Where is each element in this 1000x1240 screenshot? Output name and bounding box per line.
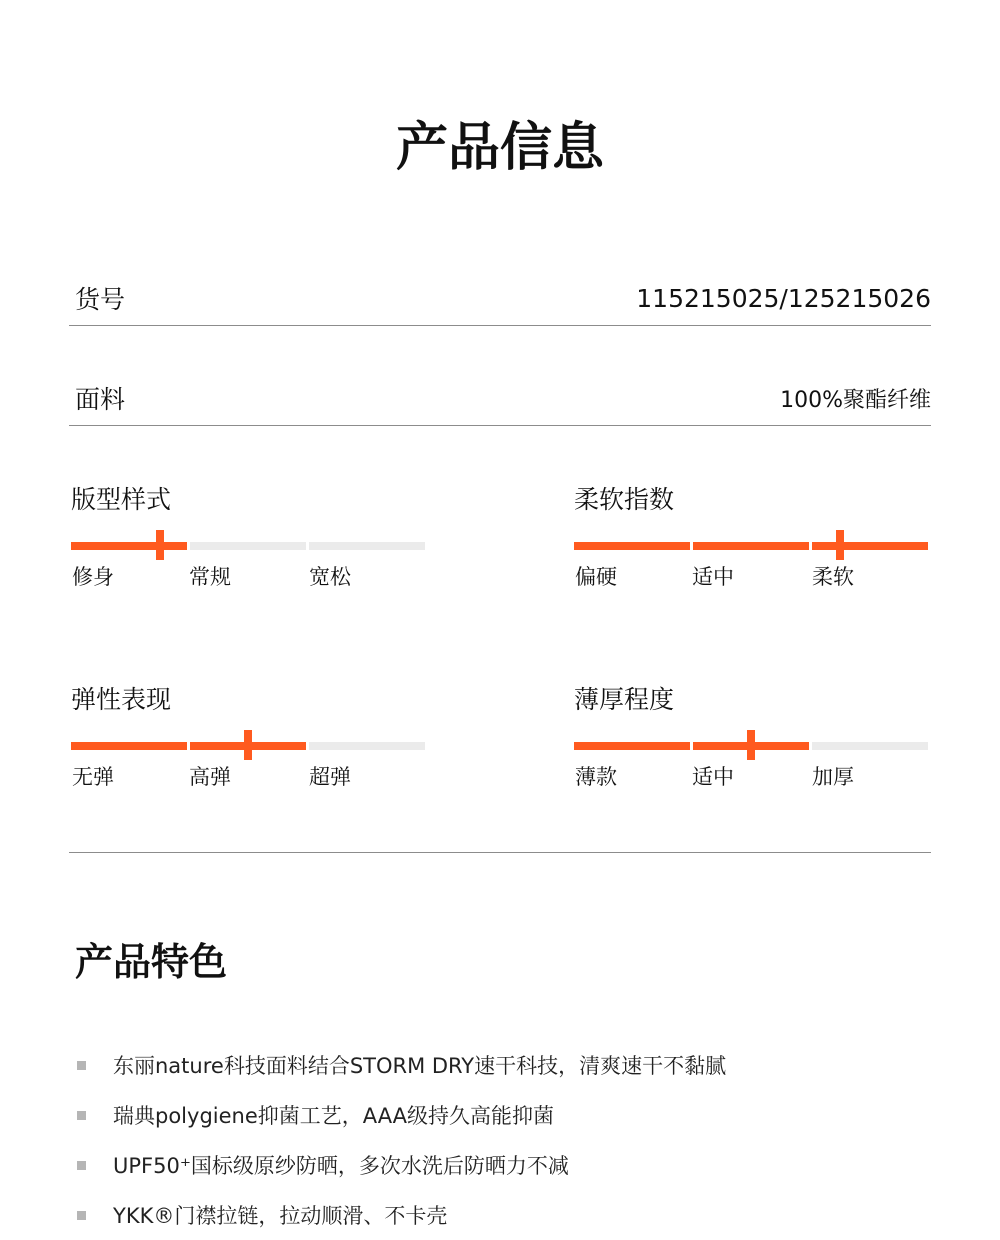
- info-label: 面料: [75, 385, 126, 414]
- gauge-softness: [574, 482, 934, 592]
- gauge-segment: [693, 542, 809, 550]
- gauge-option: 适中: [692, 765, 734, 789]
- page-title: 产品信息: [395, 118, 604, 178]
- feature-text: YKK®门襟拉链，拉动顺滑、不卡壳: [113, 1204, 448, 1228]
- gauge-segment: [309, 542, 425, 550]
- gauge-option: 加厚: [812, 765, 854, 789]
- square-bullet-icon: [77, 1061, 86, 1070]
- gauge-option: 高弹: [189, 765, 231, 789]
- gauge-marker: [156, 530, 164, 560]
- divider: [69, 325, 931, 326]
- info-row-fabric: [69, 378, 931, 418]
- gauge-option: 宽松: [309, 565, 351, 589]
- gauge-labels: [574, 762, 934, 792]
- gauge-marker: [244, 730, 252, 760]
- list-item: [77, 1190, 726, 1240]
- square-bullet-icon: [77, 1211, 86, 1220]
- gauge-title: 版型样式: [71, 485, 172, 514]
- feature-text: 瑞典polygiene抑菌工艺，AAA级持久高能抑菌: [113, 1104, 555, 1128]
- info-value: 115215025/125215026: [636, 283, 931, 313]
- gauge-segment: [309, 742, 425, 750]
- gauge-segment: [71, 742, 187, 750]
- gauge-labels: [574, 562, 934, 592]
- gauge-option: 偏硬: [575, 565, 617, 589]
- square-bullet-icon: [77, 1111, 86, 1120]
- gauge-option: 薄款: [575, 765, 617, 789]
- gauge-title: 弹性表现: [71, 685, 172, 714]
- list-item: [77, 1090, 726, 1140]
- gauge-title: 薄厚程度: [574, 685, 675, 714]
- gauge-fit: [71, 482, 431, 592]
- feature-text: 东丽nature科技面料结合STORM DRY速干科技，清爽速干不黏腻: [113, 1054, 727, 1078]
- gauge-elasticity: [71, 682, 431, 792]
- divider: [69, 425, 931, 426]
- features-title: 产品特色: [75, 940, 228, 984]
- features-list: [77, 1040, 726, 1240]
- gauge-track: [71, 542, 431, 550]
- gauge-marker: [836, 530, 844, 560]
- gauge-track: [574, 542, 934, 550]
- info-value: 100%聚酯纤维: [780, 387, 931, 413]
- gauge-labels: [71, 562, 431, 592]
- list-item: [77, 1040, 726, 1090]
- info-row-item-number: [69, 278, 931, 318]
- gauge-title: 柔软指数: [574, 485, 675, 514]
- info-label: 货号: [75, 285, 126, 314]
- gauge-track: [71, 742, 431, 750]
- feature-text: UPF50⁺国标级原纱防晒，多次水洗后防晒力不减: [113, 1154, 569, 1178]
- gauge-thickness: [574, 682, 934, 792]
- gauge-segment: [812, 542, 928, 550]
- square-bullet-icon: [77, 1161, 86, 1170]
- gauge-segment: [71, 542, 187, 550]
- divider: [69, 852, 931, 853]
- gauge-option: 无弹: [72, 765, 114, 789]
- gauge-option: 超弹: [309, 765, 351, 789]
- list-item: [77, 1140, 726, 1190]
- gauge-segment: [574, 742, 690, 750]
- gauge-segment: [574, 542, 690, 550]
- gauge-option: 柔软: [812, 565, 854, 589]
- gauge-labels: [71, 762, 431, 792]
- gauge-track: [574, 742, 934, 750]
- gauge-segment: [190, 542, 306, 550]
- gauge-option: 常规: [189, 565, 231, 589]
- gauge-option: 修身: [72, 565, 114, 589]
- gauge-option: 适中: [692, 565, 734, 589]
- gauge-segment: [812, 742, 928, 750]
- gauge-marker: [747, 730, 755, 760]
